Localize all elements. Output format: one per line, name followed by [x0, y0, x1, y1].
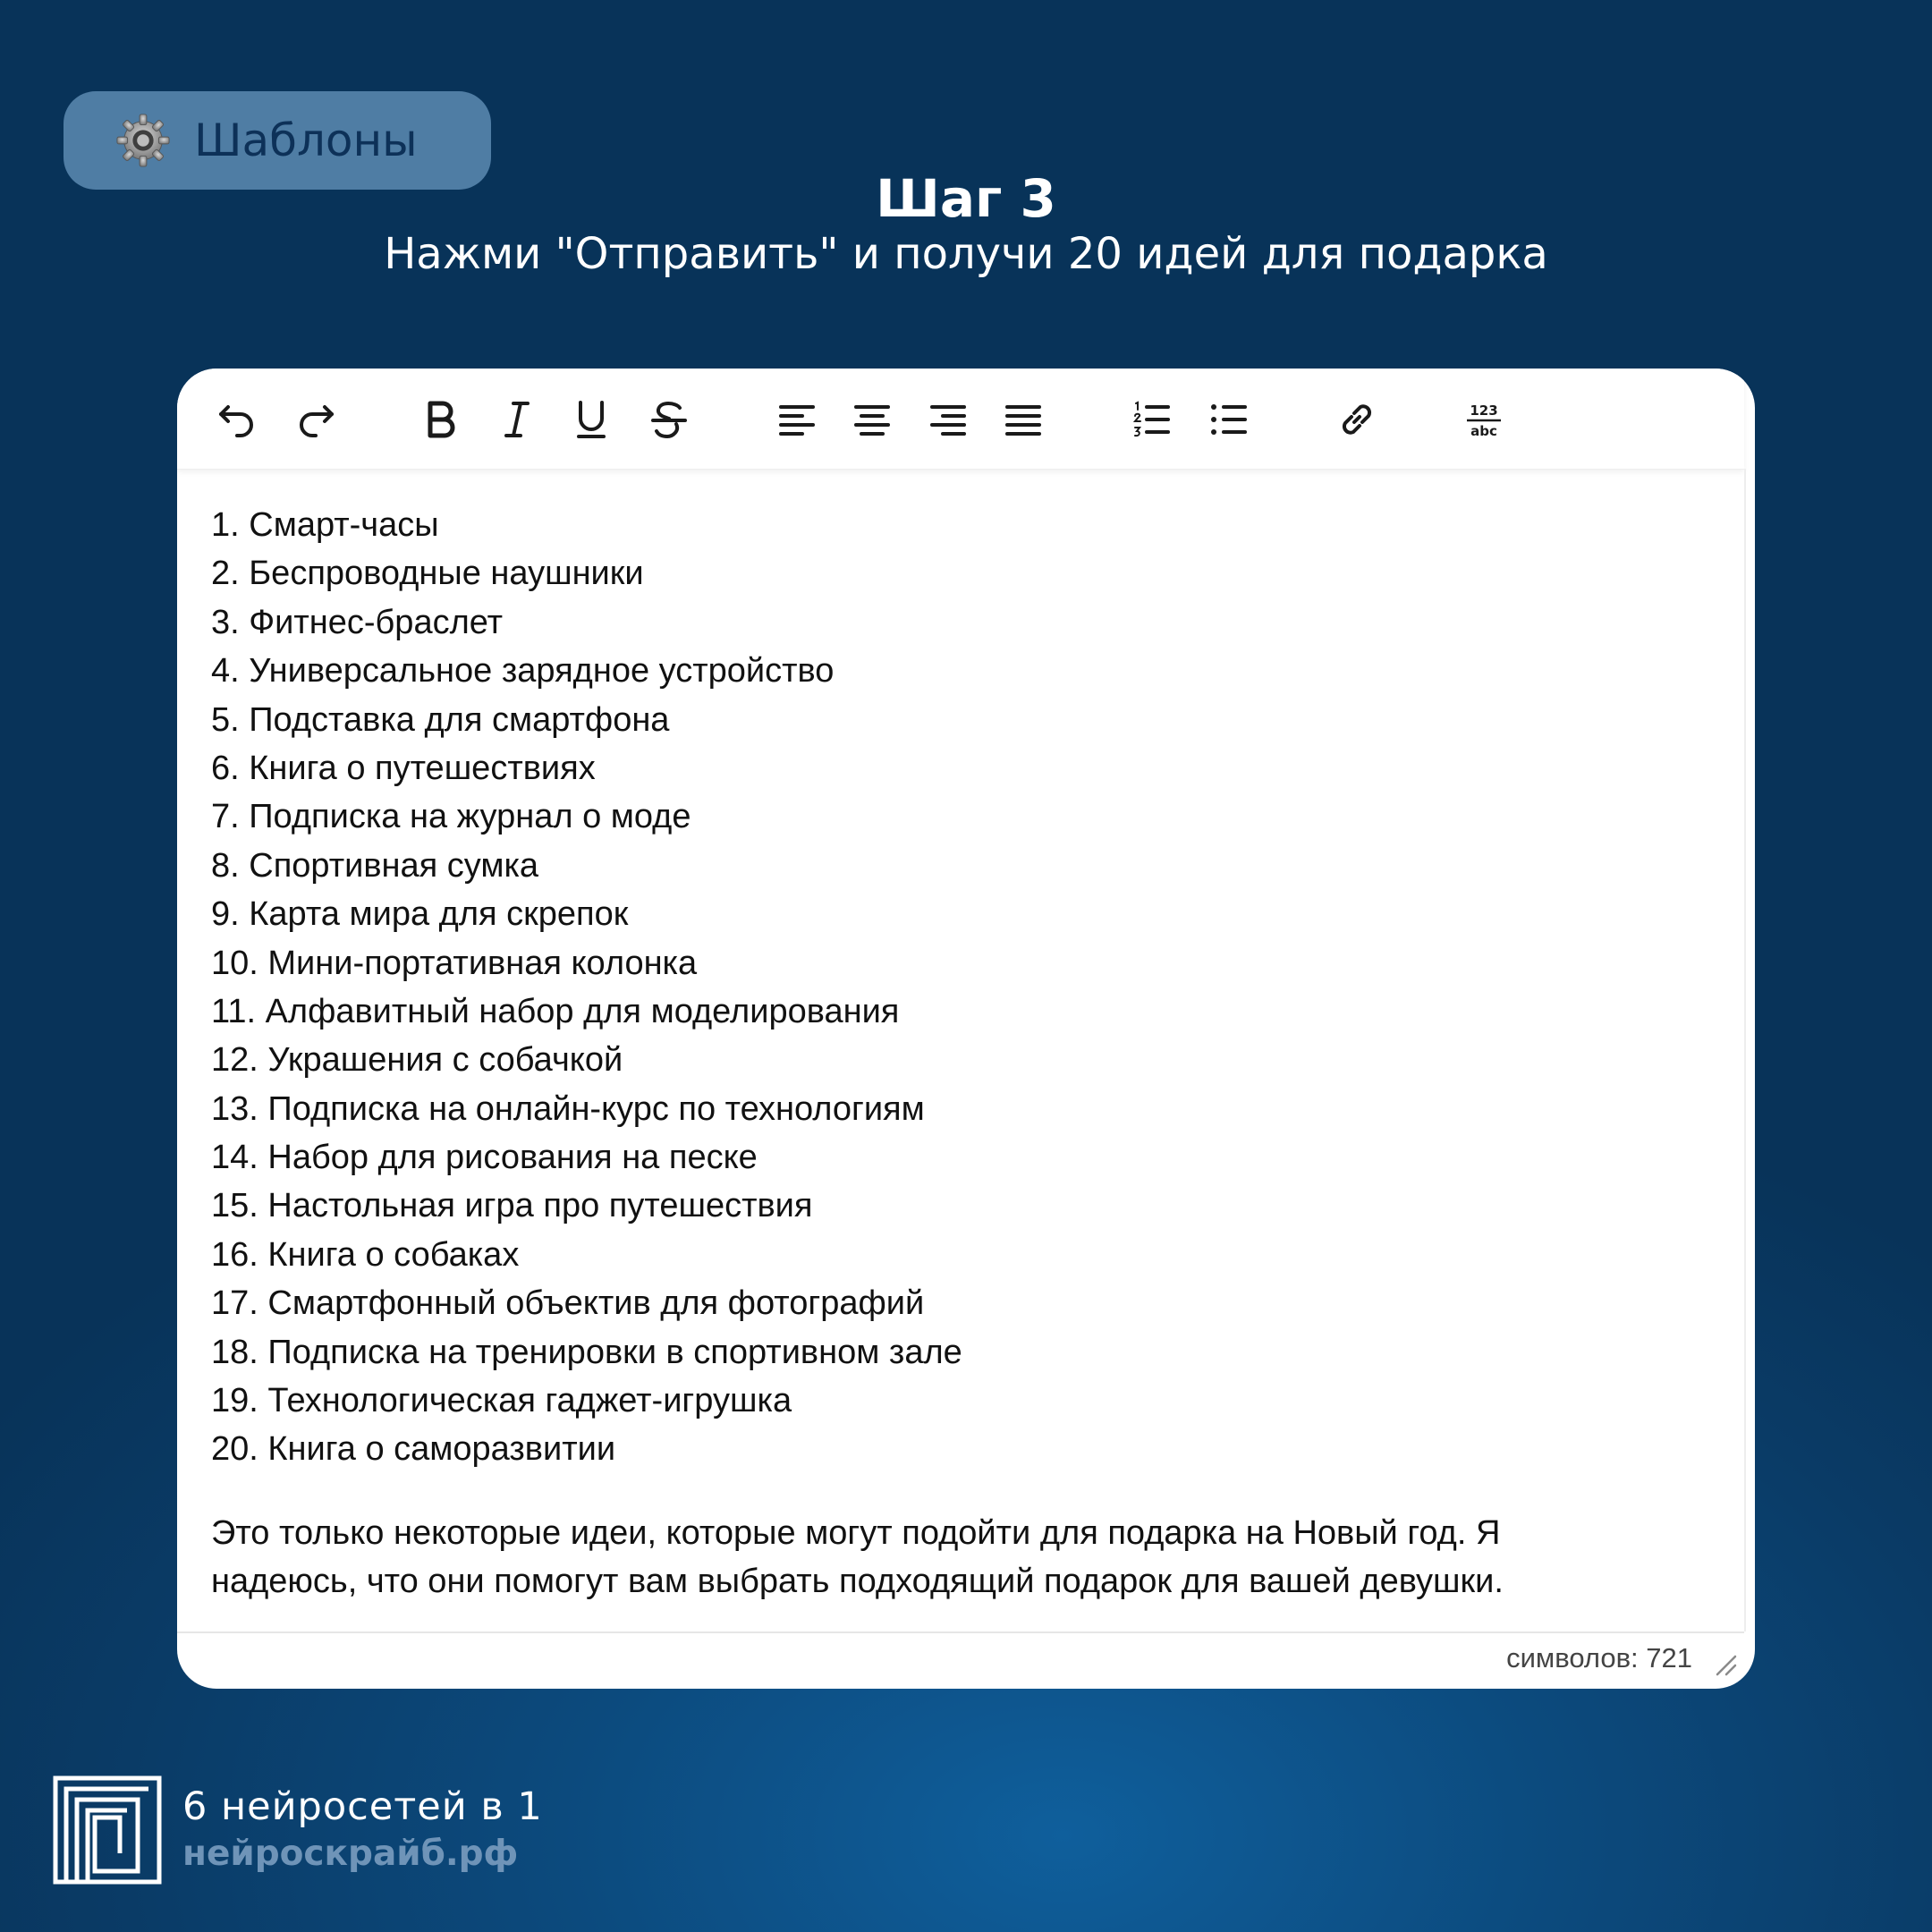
- undo-button[interactable]: [213, 395, 261, 444]
- list-item: 5. Подставка для смартфона: [211, 700, 670, 739]
- editor-content[interactable]: [211, 501, 1723, 1606]
- status-bar: [177, 1631, 1744, 1689]
- list-item: 19. Технологическая гаджет-игрушка: [211, 1382, 792, 1420]
- list-item: 3. Фитнес-браслет: [211, 603, 504, 641]
- bullet-list-button[interactable]: [1205, 395, 1253, 444]
- resize-handle-icon[interactable]: [1712, 1651, 1739, 1678]
- list-item: 15. Настольная игра про путешествия: [211, 1187, 813, 1225]
- list-item: 4. Универсальное зарядное устройство: [211, 652, 835, 691]
- align-left-icon: [777, 402, 817, 437]
- list-item: 13. Подписка на онлайн-курс по технологиям: [211, 1089, 925, 1128]
- scrollbar-track: [1744, 469, 1746, 1631]
- redo-button[interactable]: [292, 395, 340, 444]
- gear-icon: [115, 113, 171, 168]
- redo-icon: [294, 398, 337, 441]
- step-subtitle: Нажми "Отправить" и получи 20 идей для подарка: [384, 229, 1548, 279]
- link-icon: [1336, 399, 1377, 440]
- bullet-list-icon: [1209, 400, 1249, 439]
- strikethrough-button[interactable]: [645, 395, 693, 444]
- list-item: 20. Книга о саморазвитии: [211, 1430, 616, 1469]
- list-item: 12. Украшения с собачкой: [211, 1041, 623, 1080]
- list-item: 11. Алфавитный набор для моделирования: [211, 992, 900, 1030]
- text-transform-bottom: abc: [1470, 423, 1497, 439]
- link-button[interactable]: [1333, 395, 1381, 444]
- step-title: Шаг 3: [876, 168, 1056, 229]
- brand-url[interactable]: нейроскрайб.рф: [182, 1834, 519, 1874]
- list-item: 7. Подписка на журнал о моде: [211, 798, 691, 836]
- text-transform-icon: [1458, 397, 1510, 442]
- align-center-icon: [852, 402, 892, 437]
- numbered-list-icon: [1132, 400, 1172, 439]
- templates-label: Шаблоны: [194, 114, 418, 166]
- char-count: символов: 721: [1506, 1642, 1692, 1674]
- closing-paragraph: Это только некоторые идеи, которые могут подойти для подарка на Новый год. Я надеюсь, что они помогут вам выбрать подходящий подарок для вашей девушки.: [211, 1513, 1504, 1600]
- list-item: 9. Карта мира для скрепок: [211, 895, 629, 934]
- gift-ideas-list: [211, 501, 1723, 1474]
- italic-icon: [503, 400, 531, 439]
- text-transform-button[interactable]: [1458, 395, 1510, 444]
- list-item: 14. Набор для рисования на песке: [211, 1139, 758, 1177]
- editor-toolbar: [177, 369, 1744, 470]
- list-item: 10. Мини-портативная колонка: [211, 944, 698, 982]
- bold-button[interactable]: [417, 395, 465, 444]
- brand-logo-icon: [52, 1775, 163, 1885]
- align-left-button[interactable]: [773, 395, 821, 444]
- list-item: 17. Смартфонный объектив для фотографий: [211, 1284, 925, 1323]
- align-right-button[interactable]: [924, 395, 972, 444]
- list-item: 18. Подписка на тренировки в спортивном зале: [211, 1333, 962, 1371]
- list-item: 6. Книга о путешествиях: [211, 749, 596, 787]
- text-editor: [177, 369, 1755, 1689]
- underline-button[interactable]: [567, 395, 615, 444]
- italic-button[interactable]: [493, 395, 541, 444]
- list-item: 1. Смарт-часы: [211, 506, 439, 544]
- list-item: 2. Беспроводные наушники: [211, 555, 644, 593]
- align-center-button[interactable]: [848, 395, 896, 444]
- list-item: 16. Книга о собаках: [211, 1235, 520, 1274]
- numbered-list-button[interactable]: [1128, 395, 1176, 444]
- undo-icon: [216, 398, 258, 441]
- list-item: 8. Спортивная сумка: [211, 846, 539, 885]
- bold-icon: [423, 400, 459, 439]
- text-transform-top: 123: [1470, 402, 1498, 419]
- strikethrough-icon: [649, 399, 689, 440]
- brand-name: 6 нейросетей в 1: [182, 1784, 543, 1829]
- underline-icon: [575, 399, 607, 440]
- align-right-icon: [928, 402, 968, 437]
- align-justify-button[interactable]: [999, 395, 1047, 444]
- align-justify-icon: [1004, 402, 1043, 437]
